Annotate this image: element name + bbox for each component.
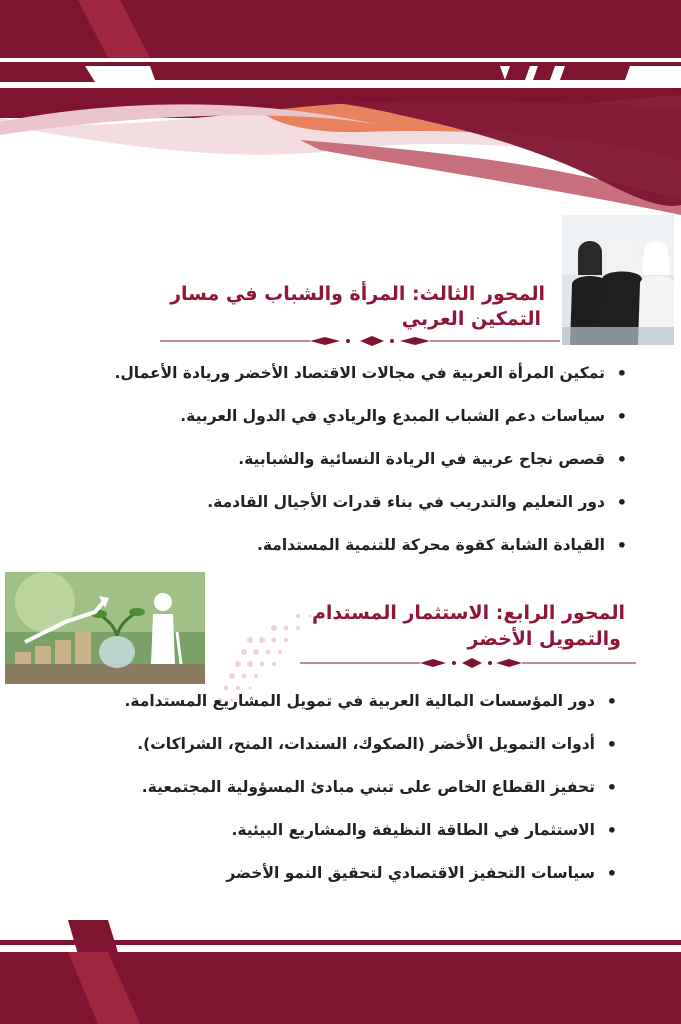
list-item: • تحفيز القطاع الخاص على تبني مبادئ المسؤولية المجتمعية. [57, 778, 617, 821]
section3-divider [160, 334, 560, 348]
section4-title-line1: المحور الرابع: الاستثمار المستدام [311, 602, 625, 624]
list-item: • سياسات التحفيز الاقتصادي لتحقيق النمو الأخضر [57, 864, 617, 907]
top-thin-line [0, 62, 681, 66]
section3-title-line2: التمكين العربي [401, 308, 541, 330]
top-slant-3 [505, 66, 530, 80]
top-slant-2 [150, 66, 505, 80]
top-slant-5 [560, 66, 630, 80]
list-item: • القيادة الشابة كقوة محركة للتنمية المستدامة. [47, 536, 627, 579]
top-slant-4 [533, 66, 555, 80]
list-item: • قصص نجاح عربية في الريادة النسائية والشبابية. [47, 450, 627, 493]
list-item: • تمكين المرأة العربية في مجالات الاقتصاد الأخضر وريادة الأعمال. [47, 364, 627, 407]
list-item: • دور التعليم والتدريب في بناء قدرات الأجيال القادمة. [47, 493, 627, 536]
section3-list [47, 364, 627, 579]
section4-title-line2: والتمويل الأخضر [467, 628, 621, 650]
list-item: • دور المؤسسات المالية العربية في تمويل المشاريع المستدامة. [57, 692, 617, 735]
top-slant-1 [0, 66, 95, 82]
section3-title [125, 282, 545, 332]
section3-title-line1: المحور الثالث: المرأة والشباب في مسار [170, 283, 545, 305]
people-photo-image [562, 215, 674, 345]
list-item: • سياسات دعم الشباب المبدع والريادي في الدول العربية. [47, 407, 627, 450]
section4-divider [300, 656, 636, 670]
list-item: • الاستثمار في الطاقة النظيفة والمشاريع البيئية. [57, 821, 617, 864]
section4-title [225, 600, 625, 652]
investment-photo [5, 572, 205, 684]
list-item: • أدوات التمويل الأخضر (الصكوك، السندات، المنح، الشراكات). [57, 735, 617, 778]
section4-list [57, 692, 617, 907]
people-photo [562, 215, 674, 345]
investment-photo-image [5, 572, 205, 684]
